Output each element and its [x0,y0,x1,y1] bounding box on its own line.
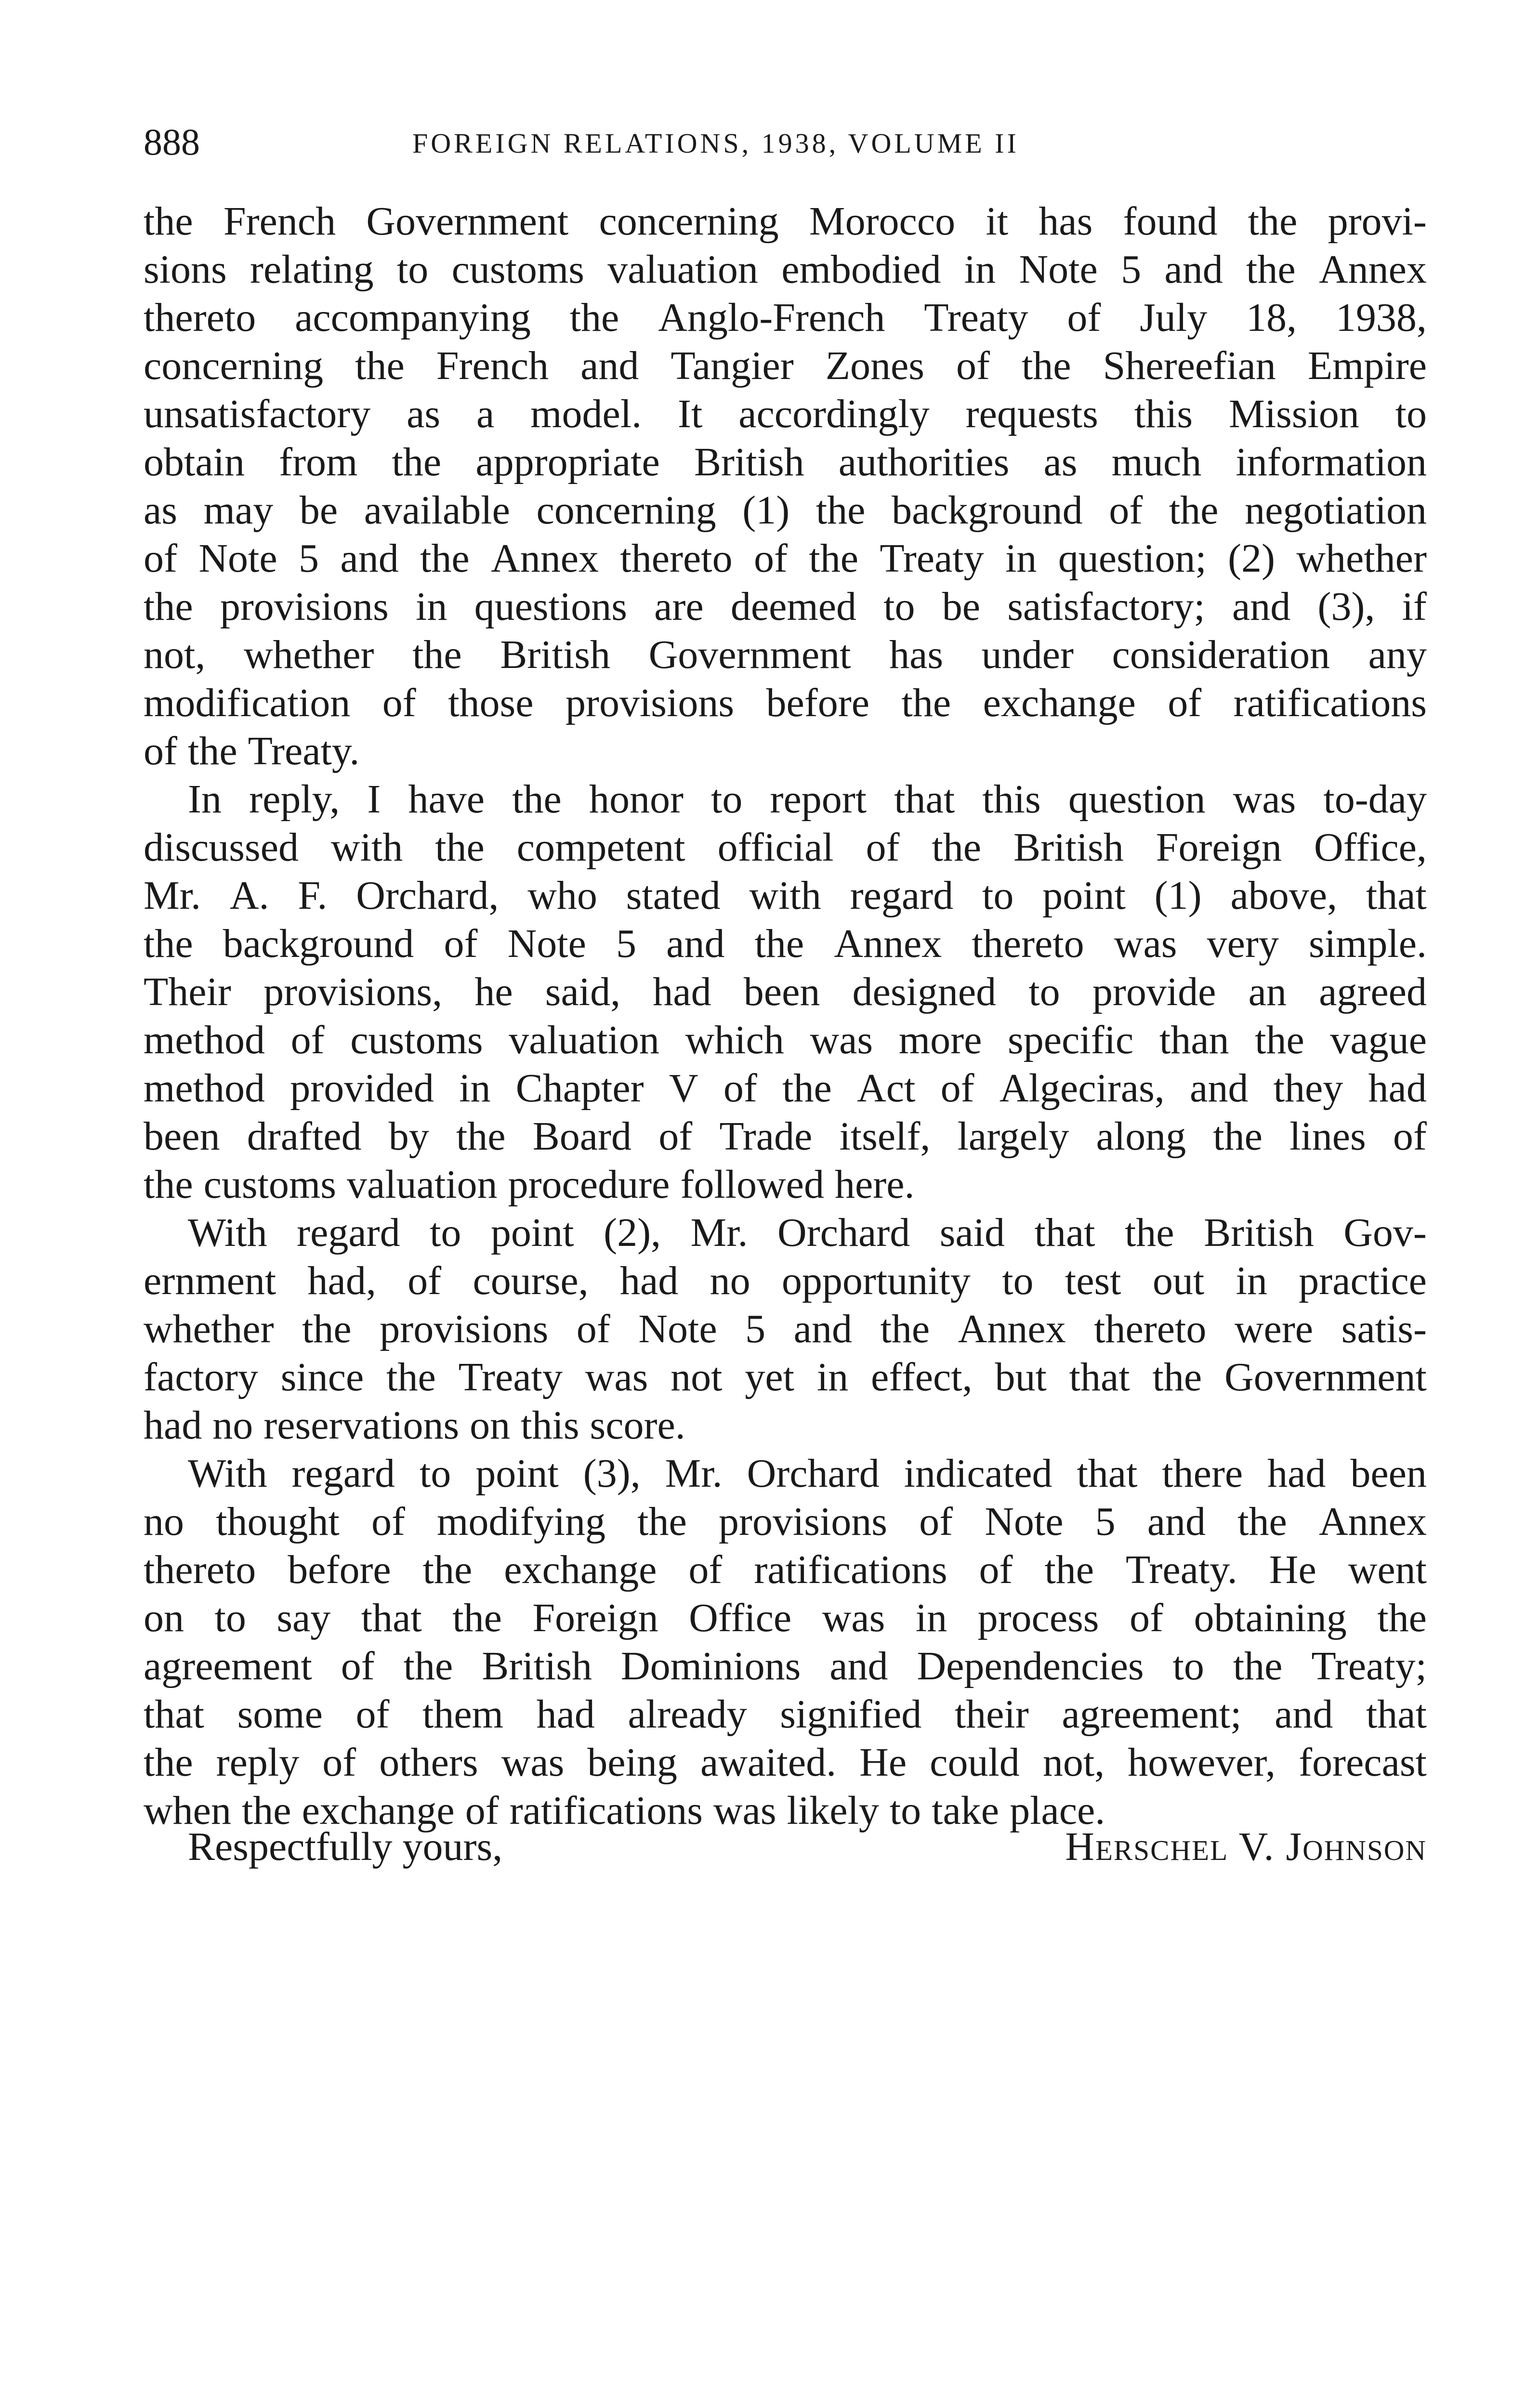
text-line: concerning the French and Tangier Zones of the Shereefian Empire [144,343,1427,388]
text-line: method of customs valuation which was more specific than the vague [144,1018,1427,1062]
text-line: the French Government concerning Morocco it has found the provi- [144,199,1427,244]
text-line: In reply, I have the honor to report that this question was to-day [188,777,1427,822]
page-number: 888 [144,121,200,163]
text-line: the reply of others was being awaited. He could not, however, forecast [144,1740,1427,1785]
text-line: as may be available concerning (1) the background of the negotiation [144,488,1427,533]
running-title: FOREIGN RELATIONS, 1938, VOLUME II [412,128,1019,159]
text-line: Their provisions, he said, had been designed to provide an agreed [144,969,1427,1014]
text-line: Mr. A. F. Orchard, who stated with regard to point (1) above, that [144,873,1427,918]
text-line: thereto accompanying the Anglo-French Treaty of July 18, 1938, [144,295,1427,340]
closing-phrase: Respectfully yours, [188,1824,503,1869]
text-line: whether the provisions of Note 5 and the Annex thereto were satis- [144,1307,1427,1351]
text-line: been drafted by the Board of Trade itself, largely along the lines of [144,1114,1427,1159]
text-line: thereto before the exchange of ratifications of the Treaty. He went [144,1547,1427,1592]
text-line: that some of them had already signified their agreement; and that [144,1692,1427,1737]
text-line: With regard to point (2), Mr. Orchard said that the British Gov- [188,1210,1427,1255]
text-line: obtain from the appropriate British authorities as much information [144,440,1427,484]
text-line: method provided in Chapter V of the Act of Algeciras, and they had [144,1066,1427,1111]
text-line: factory since the Treaty was not yet in effect, but that the Government [144,1355,1427,1400]
text-line: agreement of the British Dominions and Dependencies to the Treaty; [144,1644,1427,1688]
text-line: had no reservations on this score. [144,1403,685,1448]
text-line: not, whether the British Government has under consideration any [144,632,1427,677]
text-line: discussed with the competent official of the British Foreign Office, [144,825,1427,870]
signoff [144,1820,1427,1873]
body-text [144,197,1427,1835]
running-head [144,120,1427,164]
text-line: when the exchange of ratifications was likely to take place. [144,1788,1105,1833]
text-line: With regard to point (3), Mr. Orchard indicated that there had been [188,1451,1427,1496]
text-line: on to say that the Foreign Office was in process of obtaining the [144,1596,1427,1640]
signature-name: Herschel V. Johnson [1065,1824,1427,1869]
text-line: unsatisfactory as a model. It accordingly requests this Mission to [144,392,1427,436]
text-line: of Note 5 and the Annex thereto of the Treaty in question; (2) whether [144,536,1427,581]
text-line: the provisions in questions are deemed to be satisfactory; and (3), if [144,584,1427,629]
text-line: no thought of modifying the provisions of Note 5 and the Annex [144,1499,1427,1544]
text-line: of the Treaty. [144,729,360,773]
text-line: modification of those provisions before the exchange of ratifications [144,681,1427,725]
text-line: ernment had, of course, had no opportunity to test out in practice [144,1258,1427,1303]
text-line: the customs valuation procedure followed here. [144,1162,915,1207]
text-line: sions relating to customs valuation embodied in Note 5 and the Annex [144,247,1427,292]
text-line: the background of Note 5 and the Annex thereto was very simple. [144,921,1427,966]
